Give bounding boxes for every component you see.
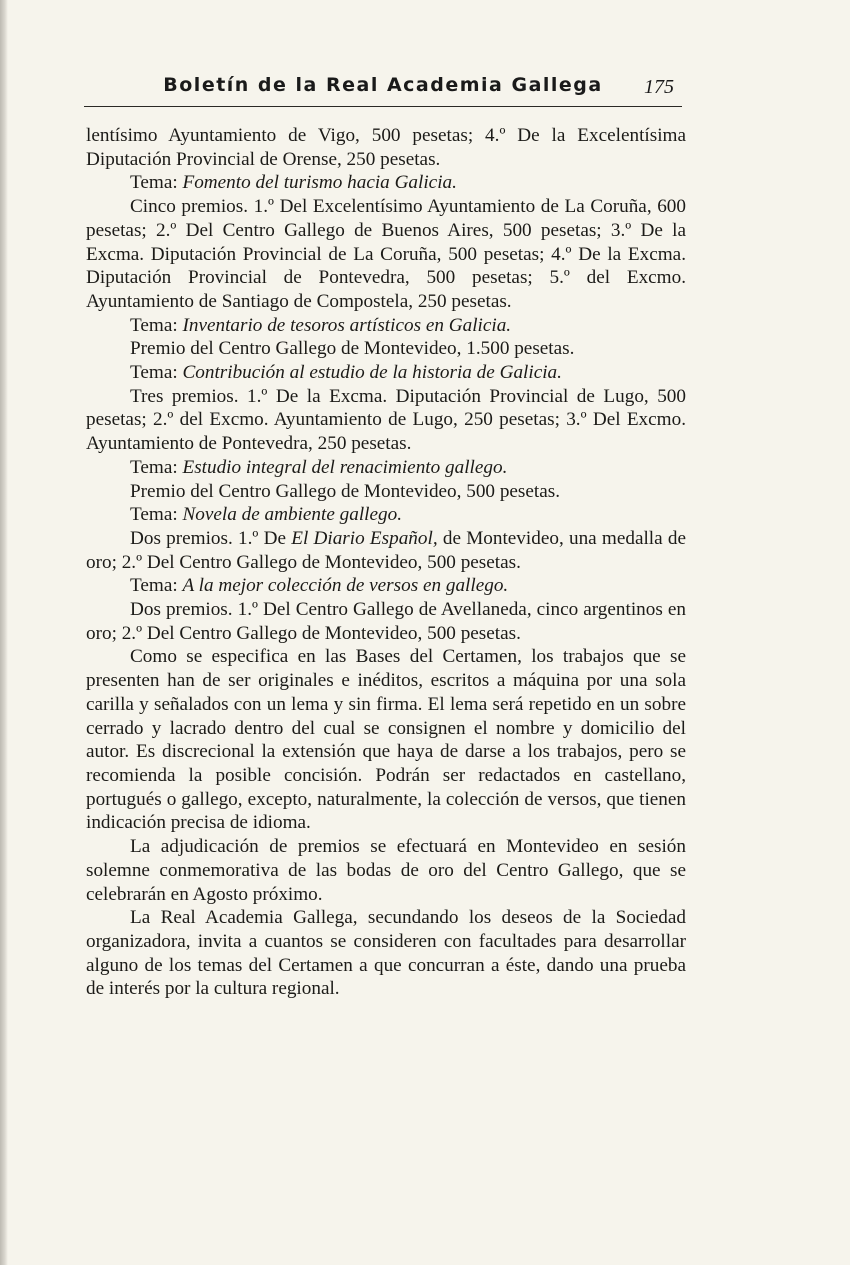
tema-line — [86, 171, 686, 195]
tema-title: Contribución al estudio de la historia de Galicia. — [182, 362, 562, 384]
tema-label: Tema: — [130, 314, 178, 336]
paragraph — [86, 527, 686, 574]
paragraph: La Real Academia Gallega, secundando los deseos de la Sociedad organizadora, invita a cuantos se consideren con facultades para desarrollar alguno de los temas del Certamen a que concurran a éste, dando una prueba de interés por la cultura regional. — [86, 907, 686, 1000]
text-run: de Montevideo, una medalla de oro; 2.º Del Centro Gallego de Montevideo, 500 pesetas. — [86, 527, 686, 573]
tema-line — [86, 503, 686, 527]
paragraph: Como se especifica en las Bases del Certamen, los trabajos que se presenten han de ser originales e inéditos, escritos a máquina por una sola carilla y señalados con un lema y sin firma. El lema será repetido en un sobre cerrado y lacrado dentro del cual se consignen el nombre y domicilio del autor. Es discrecional la extensión que haya de darse a los trabajos, pero se recomienda la posible concisión. Podrán ser redactados en castellano, portugués o gallego, excepto, naturalmente, la colección de versos, que tienen indicación precisa de idioma. — [86, 646, 686, 834]
paragraph: Cinco premios. 1.º Del Excelentísimo Ayuntamiento de La Coruña, 600 pesetas; 2.º Del Centro Gallego de Buenos Aires, 500 pesetas; 3.º De la Excma. Diputación Provincial de La Coruña, 500 pesetas; 4.º De la Excma. Diputación Provincial de Pontevedra, 500 pesetas; 5.º del Excmo. Ayuntamiento de Santiago de Compostela, 250 pesetas. — [86, 196, 686, 312]
paragraph: La adjudicación de premios se efectuará en Montevideo en sesión solemne conmemorativa de las bodas de oro del Centro Gallego, que se celebrarán en Agosto próximo. — [86, 836, 686, 905]
paragraph: Premio del Centro Gallego de Montevideo, 500 pesetas. — [130, 480, 561, 502]
tema-line — [86, 456, 686, 480]
paragraph: lentísimo Ayuntamiento de Vigo, 500 pesetas; 4.º De la Excelentísima Diputación Provincial de Orense, 250 pesetas. — [86, 125, 686, 170]
paragraph: Tres premios. 1.º De la Excma. Diputación Provincial de Lugo, 500 pesetas; 2.º del Excmo. Ayuntamiento de Lugo, 250 pesetas; 3.º Del Excmo. Ayuntamiento de Pontevedra, 250 pesetas. — [86, 385, 686, 455]
tema-line — [86, 574, 686, 598]
tema-line — [86, 361, 686, 385]
tema-line — [86, 314, 686, 338]
scan-shadow-edge — [0, 0, 8, 1265]
tema-title: Novela de ambiente gallego. — [182, 504, 403, 526]
running-title: Boletín de la Real Academia Gallega — [163, 74, 603, 96]
tema-label: Tema: — [130, 575, 178, 597]
newspaper-title: El Diario Español, — [291, 527, 438, 549]
tema-label: Tema: — [130, 456, 178, 478]
paragraph: Premio del Centro Gallego de Montevideo, 1.500 pesetas. — [130, 338, 575, 360]
paragraph: Dos premios. 1.º Del Centro Gallego de Avellaneda, cinco argentinos en oro; 2.º Del Centro Gallego de Montevideo, 500 pesetas. — [86, 599, 686, 644]
tema-title: Estudio integral del renacimiento gallego. — [182, 456, 508, 478]
page-number: 175 — [644, 76, 674, 98]
tema-title: Fomento del turismo hacia Galicia. — [182, 172, 457, 194]
tema-title: A la mejor colección de versos en gallego. — [182, 575, 509, 597]
tema-label: Tema: — [130, 362, 178, 384]
tema-label: Tema: — [130, 504, 178, 526]
body-text — [86, 124, 686, 1001]
text-run: Dos premios. 1.º De — [130, 527, 292, 549]
tema-title: Inventario de tesoros artísticos en Galicia. — [182, 314, 512, 336]
page-header — [84, 66, 682, 107]
tema-label: Tema: — [130, 172, 178, 194]
